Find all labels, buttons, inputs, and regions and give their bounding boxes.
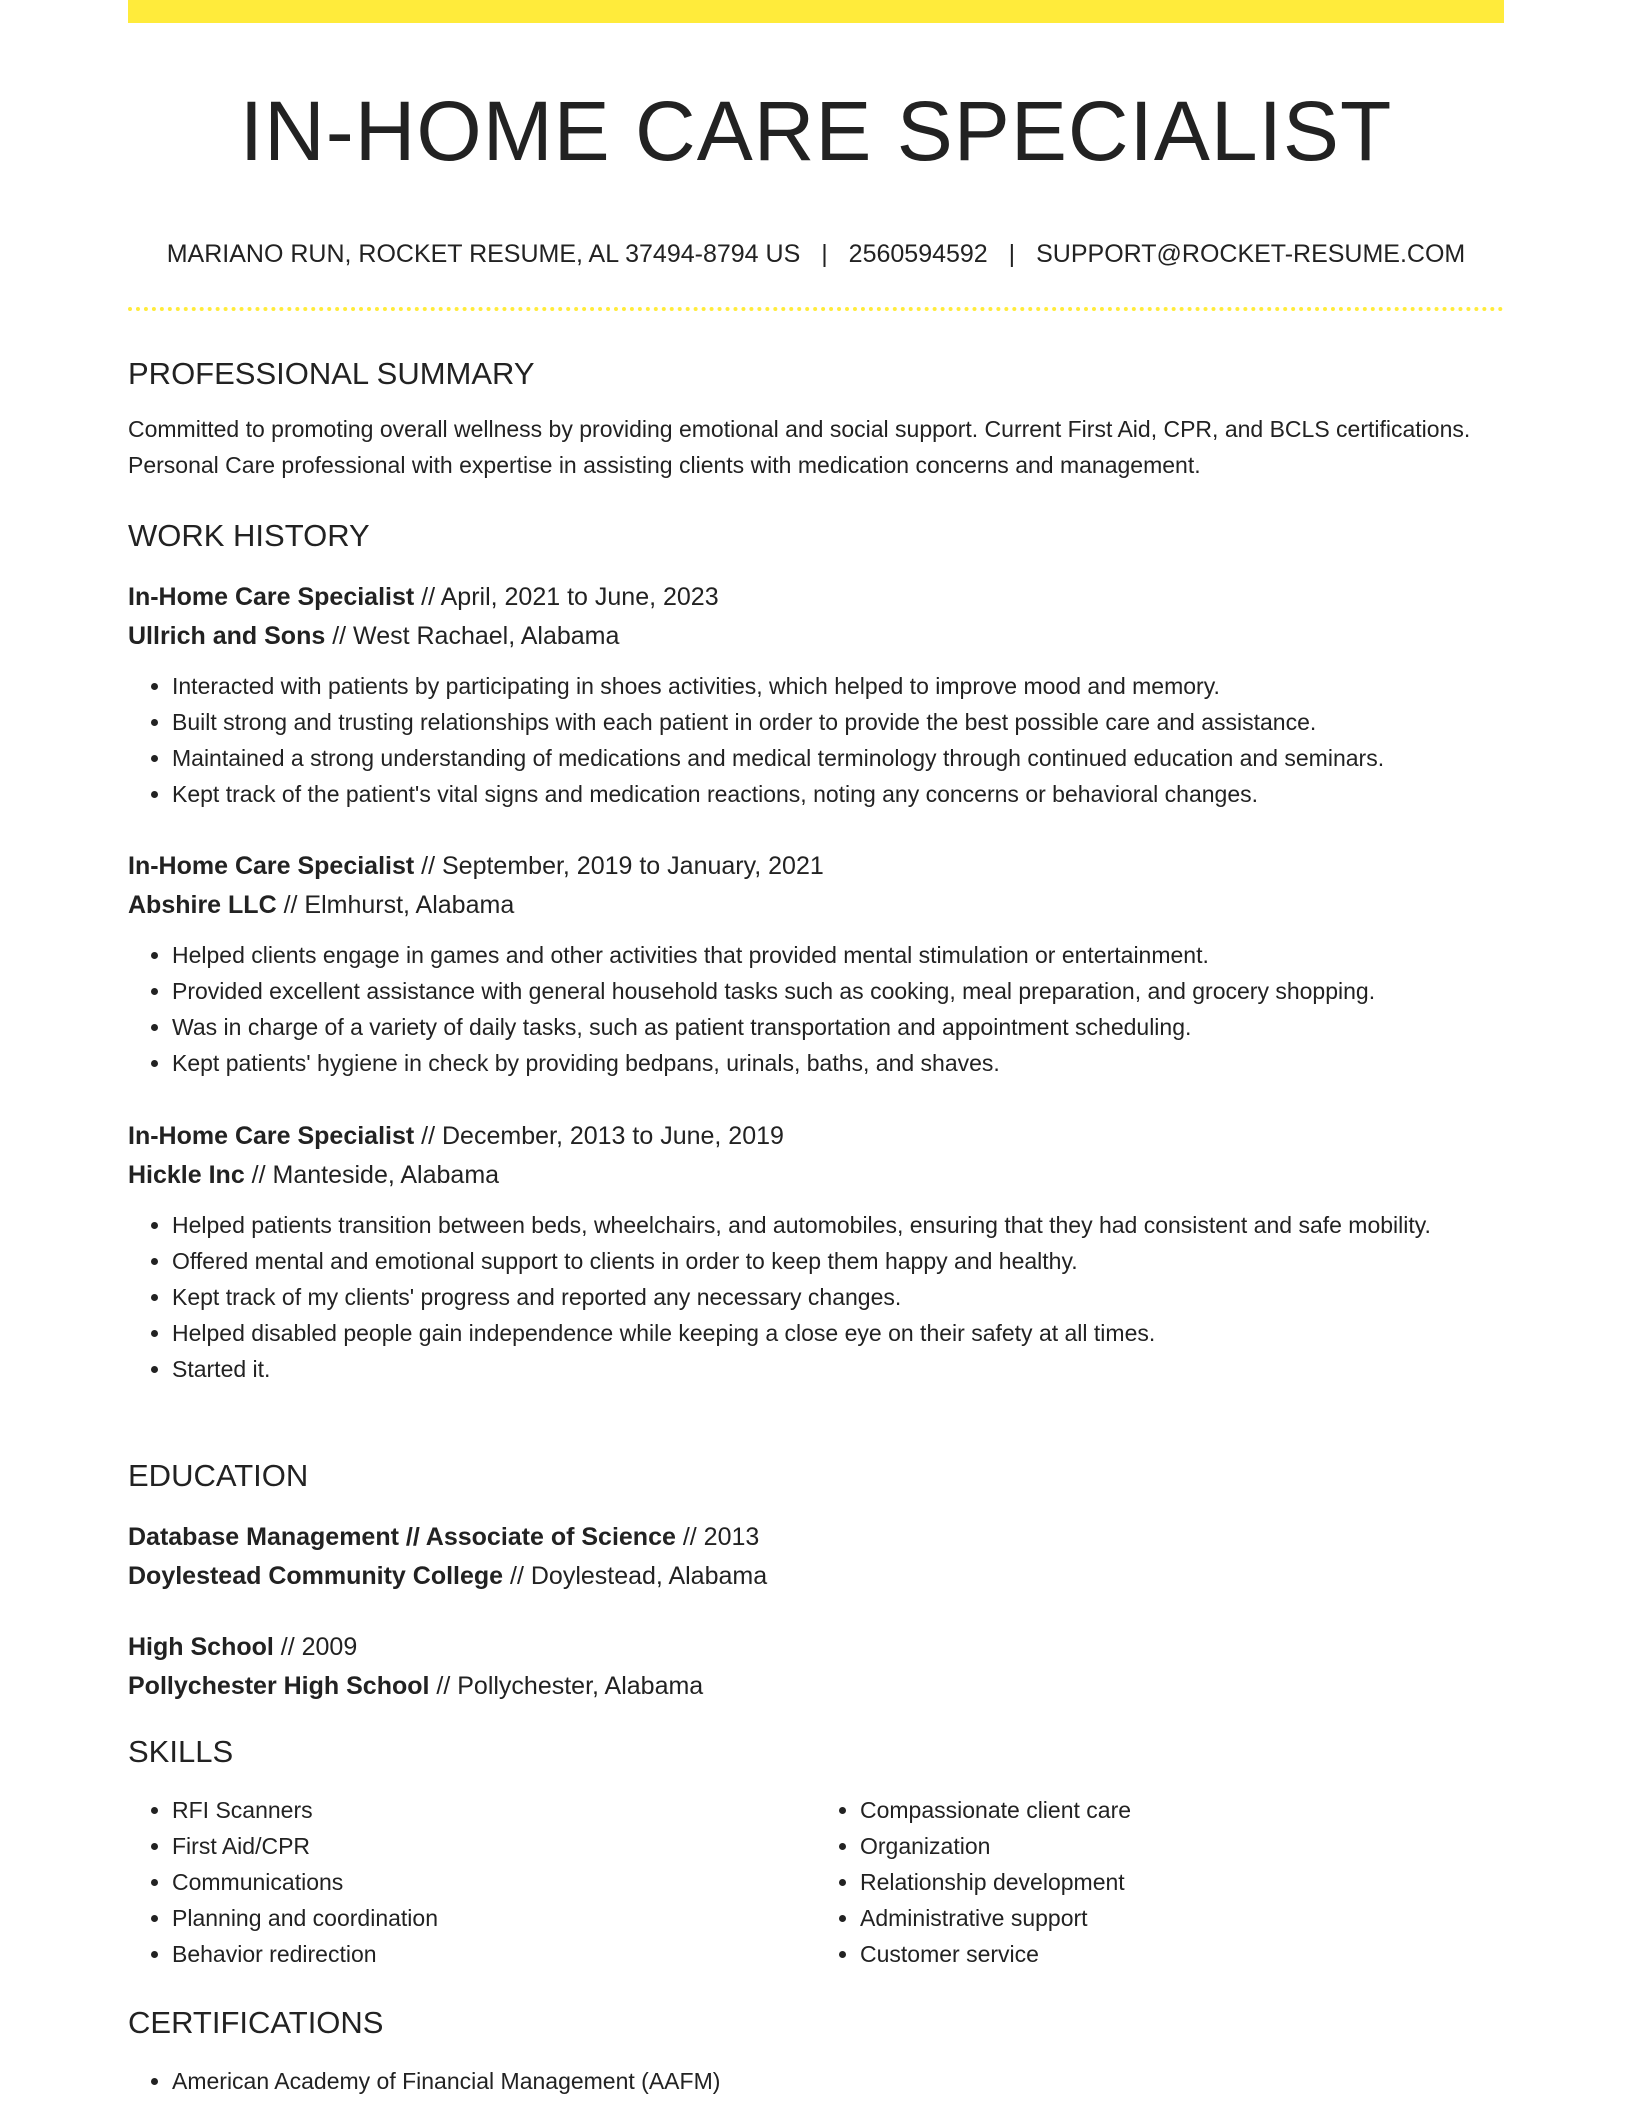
list-item: • American Academy of Financial Management (AAFM)	[172, 2063, 1504, 2099]
accent-top-bar	[128, 0, 1504, 23]
job-title-line	[128, 847, 1504, 886]
job-role: In-Home Care Specialist	[128, 1122, 415, 1150]
list-item: • Helped disabled people gain independence while keeping a close eye on their safety at all times.	[172, 1315, 1504, 1351]
job-company: Ullrich and Sons	[128, 622, 326, 650]
job-location: // West Rachael, Alabama	[325, 622, 620, 650]
certifications-heading: CERTIFICATIONS	[128, 2005, 384, 2040]
edu-location: // Pollychester, Alabama	[429, 1672, 704, 1700]
summary-heading: PROFESSIONAL SUMMARY	[128, 356, 535, 391]
certifications-section	[128, 2003, 1504, 2099]
list-item: • Interacted with patients by participating in shoes activities, which helped to improve mood and memory.	[172, 668, 1504, 704]
job-company: Hickle Inc	[128, 1161, 245, 1189]
job-bullets	[128, 937, 1504, 1081]
skills-heading: SKILLS	[128, 1734, 234, 1769]
edu-degree: Database Management // Associate of Science	[128, 1523, 676, 1551]
summary-text: Committed to promoting overall wellness by providing emotional and social support. Current First Aid, CPR, and BCLS certifications. Personal Care professional with expertise in assisting clients with medication concerns and management.	[128, 416, 1471, 478]
edu-degree: High School	[128, 1633, 274, 1661]
contact-separator: |	[821, 240, 828, 268]
edu-year: // 2009	[273, 1633, 358, 1661]
list-item: • Kept patients' hygiene in check by providing bedpans, urinals, baths, and shaves.	[172, 1045, 1504, 1081]
job-entry-2	[128, 847, 1504, 1081]
list-item: • Offered mental and emotional support to clients in order to keep them happy and healthy.	[172, 1243, 1504, 1279]
contact-line	[128, 236, 1504, 272]
edu-school: Doylestead Community College	[128, 1562, 504, 1590]
list-item: • Was in charge of a variety of daily tasks, such as patient transportation and appointment scheduling.	[172, 1009, 1504, 1045]
list-item: • Helped clients engage in games and other activities that provided mental stimulation or entertainment.	[172, 937, 1504, 973]
edu-year: // 2013	[675, 1523, 760, 1551]
skills-list-right	[816, 1792, 1504, 1972]
job-bullets	[128, 668, 1504, 812]
job-entry-3	[128, 1117, 1504, 1387]
list-item: • Maintained a strong understanding of medications and medical terminology through continued education and seminars.	[172, 740, 1504, 776]
job-company-line	[128, 617, 1504, 656]
list-item: • Planning and coordination	[172, 1900, 816, 1936]
list-item: • Helped patients transition between beds, wheelchairs, and automobiles, ensuring that they had consistent and safe mobility.	[172, 1207, 1504, 1243]
edu-degree-line	[128, 1628, 1504, 1667]
list-item: • Relationship development	[860, 1864, 1504, 1900]
job-role: In-Home Care Specialist	[128, 583, 415, 611]
job-location: // Elmhurst, Alabama	[276, 891, 515, 919]
edu-location: // Doylestead, Alabama	[503, 1562, 768, 1590]
job-company-line	[128, 1156, 1504, 1195]
edu-degree-line	[128, 1518, 1504, 1557]
dotted-divider	[128, 307, 1504, 311]
list-item: • Administrative support	[860, 1900, 1504, 1936]
list-item: • Communications	[172, 1864, 816, 1900]
list-item: • Kept track of my clients' progress and reported any necessary changes.	[172, 1279, 1504, 1315]
job-role: In-Home Care Specialist	[128, 852, 415, 880]
education-heading: EDUCATION	[128, 1458, 309, 1493]
edu-school-line	[128, 1667, 1504, 1706]
education-entry-1	[128, 1518, 1504, 1596]
list-item: • Built strong and trusting relationships with each patient in order to provide the best possible care and assistance.	[172, 704, 1504, 740]
job-dates: // April, 2021 to June, 2023	[414, 583, 719, 611]
list-item: • First Aid/CPR	[172, 1828, 816, 1864]
list-item: • Organization	[860, 1828, 1504, 1864]
education-heading-block	[128, 1456, 1504, 1496]
job-title-line	[128, 578, 1504, 617]
job-dates: // December, 2013 to June, 2019	[414, 1122, 784, 1150]
contact-email: SUPPORT@ROCKET-RESUME.COM	[1036, 240, 1466, 268]
certifications-list	[128, 2063, 1504, 2099]
resume-title: IN-HOME CARE SPECIALIST	[239, 84, 1393, 178]
list-item: • Started it.	[172, 1351, 1504, 1387]
edu-school-line	[128, 1557, 1504, 1596]
work-history-heading: WORK HISTORY	[128, 518, 370, 553]
skills-list-left	[128, 1792, 816, 1972]
contact-phone: 2560594592	[848, 240, 988, 268]
job-company-line	[128, 886, 1504, 925]
job-bullets	[128, 1207, 1504, 1387]
list-item: • Behavior redirection	[172, 1936, 816, 1972]
skills-columns	[128, 1792, 1504, 1972]
contact-address: MARIANO RUN, ROCKET RESUME, AL 37494-8794 US	[166, 240, 801, 268]
list-item: • Kept track of the patient's vital signs and medication reactions, noting any concerns or behavioral changes.	[172, 776, 1504, 812]
job-location: // Manteside, Alabama	[244, 1161, 500, 1189]
list-item: • Customer service	[860, 1936, 1504, 1972]
job-company: Abshire LLC	[128, 891, 277, 919]
list-item: • Provided excellent assistance with general household tasks such as cooking, meal preparation, and grocery shopping.	[172, 973, 1504, 1009]
edu-school: Pollychester High School	[128, 1672, 430, 1700]
job-title-line	[128, 1117, 1504, 1156]
job-entry-1	[128, 578, 1504, 812]
list-item: • RFI Scanners	[172, 1792, 816, 1828]
education-entry-2	[128, 1628, 1504, 1706]
work-history-heading-block	[128, 516, 1504, 556]
list-item: • Compassionate client care	[860, 1792, 1504, 1828]
job-dates: // September, 2019 to January, 2021	[414, 852, 824, 880]
summary-section	[128, 354, 1504, 483]
contact-separator: |	[1008, 240, 1016, 268]
skills-section	[128, 1732, 1504, 1972]
